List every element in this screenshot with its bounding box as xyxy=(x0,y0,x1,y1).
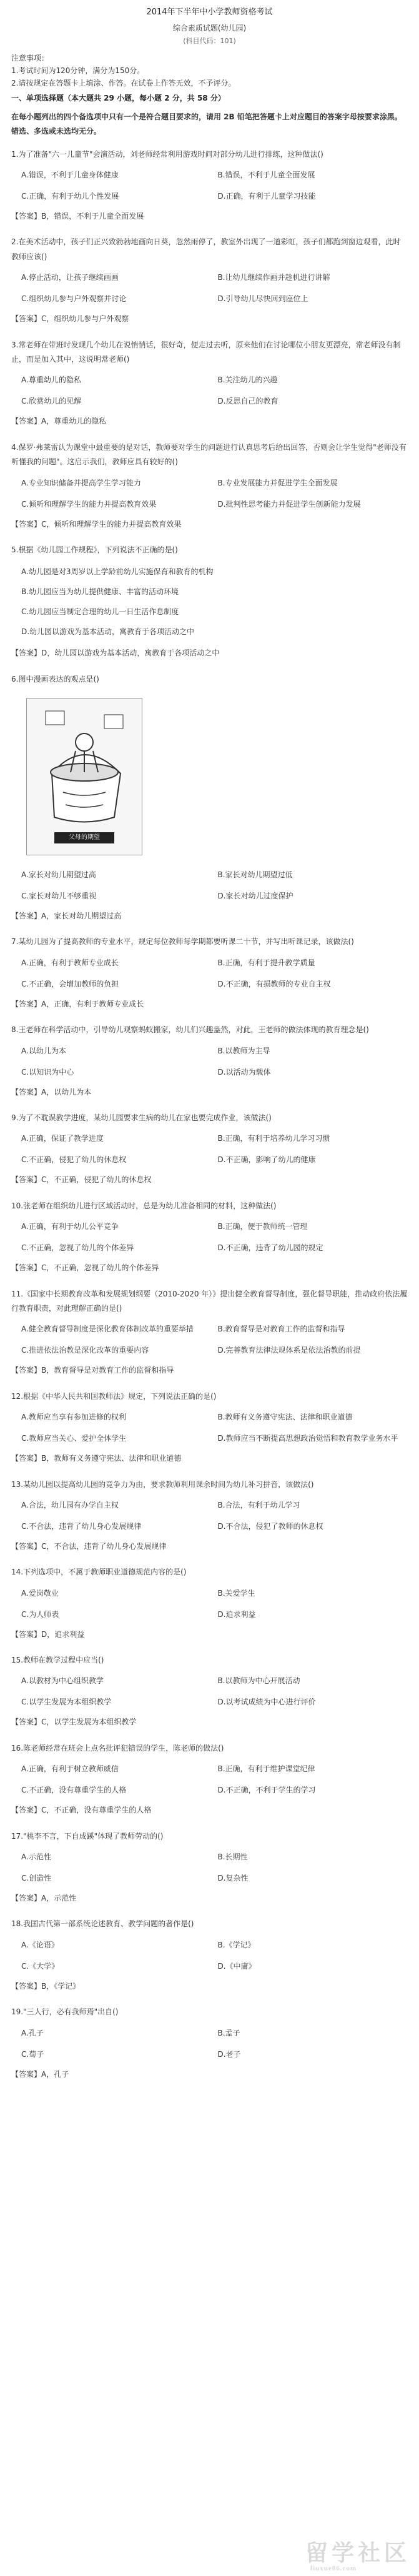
answer-option: A.家长对幼儿期望过高 xyxy=(21,870,96,880)
answer-option: A.以教材为中心组织教学 xyxy=(21,1676,104,1686)
option-grid xyxy=(21,169,408,202)
question-stem: 11.《国家中长期教育改革和发展规划纲要（2010-2020 年）》提出健全教育督导制度，强化督导职能，推动政府依法履行教育职责，对此理解正确的是() xyxy=(11,1289,408,1313)
answer-option: D.《中庸》 xyxy=(217,1961,256,1971)
answer-option: D.正确，有利于儿童学习技能 xyxy=(217,191,316,201)
answer-option: A.爱岗敬业 xyxy=(21,1588,59,1598)
answer-option: A.以幼儿为本 xyxy=(21,1046,66,1055)
answer-option: B.孟子 xyxy=(217,2028,240,2037)
answer-option: B.关注幼儿的兴趣 xyxy=(217,375,278,385)
option-grid xyxy=(21,374,408,407)
question-stem: 5.根据《幼儿园工作规程》，下列说法不正确的是() xyxy=(11,545,178,554)
answer-option: C.欣赏幼儿的见解 xyxy=(21,397,82,406)
question-stem: 19."三人行，必有我师焉"出自() xyxy=(11,2007,119,2017)
answer-key: 【答案】C，倾听和理解学生的能力并提高教育效果 xyxy=(11,519,182,529)
answer-option: C.不正确，会增加教师的负担 xyxy=(21,979,119,988)
question-stem: 9.为了不耽误教学进度，某幼儿园要求生病的幼儿在家也要完成作业，该做法() xyxy=(11,1113,272,1123)
question-stem: 6.图中漫画表达的观点是() xyxy=(11,674,99,684)
question-stem: 3.常老师在带班时发现几个幼儿在说悄悄话，很好奇，便走过去听，原来他们在讨论哪位小朋友更漂亮，常老师没有制止，而是加入其中，这说明常老师() xyxy=(11,340,401,364)
question-stem: 13.某幼儿园以提高幼儿园的竞争力为由，要求教师利用课余时间为幼儿补习拼音，该做法() xyxy=(11,1479,314,1489)
answer-option: D.幼儿园以游戏为基本活动，寓教育于各项活动之中 xyxy=(21,627,195,637)
answer-option: A.正确，有利于教师专业成长 xyxy=(21,958,119,967)
answer-option: A.合法，幼儿园有办学自主权 xyxy=(21,1500,119,1509)
option-grid xyxy=(21,1675,408,1708)
answer-option: D.反思自己的教育 xyxy=(217,397,279,406)
option-grid xyxy=(21,957,408,990)
answer-key: 【答案】C，不合法，违背了幼儿身心发展规律 xyxy=(11,1541,167,1551)
exam-subtitle: 综合素质试题(幼儿园) xyxy=(172,23,247,32)
option-grid xyxy=(21,1588,408,1620)
answer-option: C.《大学》 xyxy=(21,1961,59,1971)
cartoon-figure xyxy=(26,698,142,855)
answer-option: C.创造性 xyxy=(21,1874,52,1883)
answer-option: D.复杂性 xyxy=(217,1874,249,1883)
question-stem: 4.保罗·弗莱雷认为课堂中最重要的是对话，教师要对学生的问题进行认真思考后给出回答，否则会让学生觉得"老师没有听懂我的问题"。这启示我们，教师应具有较好的() xyxy=(11,442,407,467)
answer-option: B.合法，有利于幼儿学习 xyxy=(217,1500,300,1509)
answer-option: C.家长对幼儿不够重视 xyxy=(21,892,97,901)
question-stem: 16.陈老师经常在班会上点名批评犯错误的学生，陈老师的做法() xyxy=(11,1743,224,1753)
answer-option: B.错误，不利于儿童全面发展 xyxy=(217,170,315,179)
answer-option: D.教师应当不断提高思想政治觉悟和教育教学业务水平 xyxy=(217,1434,398,1443)
answer-option: B.以教师为主导 xyxy=(217,1046,270,1055)
answer-option: B.教育督导是对教育工作的监督和指导 xyxy=(217,1325,345,1334)
option-grid xyxy=(21,1939,408,1972)
answer-option: D.追求利益 xyxy=(217,1609,256,1619)
cartoon-drawing xyxy=(27,699,142,855)
answer-option: D.不正确，有损教师的专业自主权 xyxy=(217,979,331,988)
answer-option: D.以活动为载体 xyxy=(217,1067,271,1077)
answer-key: 【答案】B，错误，不利于儿童全面发展 xyxy=(11,211,144,221)
answer-key: 【答案】A，以幼儿为本 xyxy=(11,1087,92,1097)
answer-option: C.幼儿园应当制定合理的幼儿一日生活作息制度 xyxy=(21,607,179,617)
option-grid xyxy=(21,1323,408,1356)
question-stem: 18.我国古代第一部系统论述教育、教学问题的著作是() xyxy=(11,1919,194,1929)
answer-option: B.正确，有利于维护课堂纪律 xyxy=(217,1764,315,1774)
question-stem: 7.某幼儿园为了提高教师的专业水平，规定每位教师每学期都要听课二十节，并写出听课记录，该做法() xyxy=(11,937,354,947)
answer-option: B.关爱学生 xyxy=(217,1588,255,1598)
question-list xyxy=(11,147,408,2082)
answer-option: B.《学记》 xyxy=(217,1940,255,1949)
answer-option: D.不正确，违背了幼儿园的规定 xyxy=(217,1243,323,1253)
answer-option: C.正确，有利于幼儿个性发展 xyxy=(21,191,119,201)
option-grid xyxy=(21,1411,408,1444)
answer-key: 【答案】C，组织幼儿参与户外观察 xyxy=(11,314,129,324)
answer-key: 【答案】B，教师有义务遵守宪法、法律和职业道德 xyxy=(11,1454,182,1463)
answer-option: A.正确，保证了教学进度 xyxy=(21,1134,104,1143)
option-grid xyxy=(21,2027,408,2060)
option-grid xyxy=(21,477,408,510)
option-grid xyxy=(21,1045,408,1078)
answer-option: D.引导幼儿尽快回到座位上 xyxy=(217,294,308,304)
question-stem: 17."桃李不言，下自成蹊"体现了教师劳动的() xyxy=(11,1831,164,1841)
question-stem: 12.根据《中华人民共和国教师法》规定，下列说法正确的是() xyxy=(11,1391,217,1401)
answer-option: C.组织幼儿参与户外观察并讨论 xyxy=(21,294,127,304)
answer-option: B.教师有义务遵守宪法、法律和职业道德 xyxy=(217,1413,353,1422)
answer-option: A.专业知识储备并提高学生学习能力 xyxy=(21,478,141,487)
answer-key: 【答案】B，教育督导是对教育工作的监督和指导 xyxy=(11,1366,174,1375)
answer-option: A.幼儿园是对3周岁以上学龄前幼儿实施保育和教育的机构 xyxy=(21,567,214,577)
option-grid xyxy=(21,1133,408,1165)
option-grid xyxy=(21,1221,408,1253)
answer-option: B.专业发展能力并促进学生全面发展 xyxy=(217,478,338,487)
exam-title: 2014年下半年中小学教师资格考试 xyxy=(146,7,273,17)
section-instruction: 在每小题列出的四个备选项中只有一个是符合题目要求的，请用 2B 铅笔把答题卡上对应题目的答案字母按要求涂黑。错选、多选或未选均无分。 xyxy=(11,112,402,136)
answer-option: C.以知识为中心 xyxy=(21,1067,74,1077)
answer-option: B.以教师为中心开展活动 xyxy=(217,1676,300,1686)
answer-option: D.老子 xyxy=(217,2049,241,2059)
notice-title: 注意事项： xyxy=(11,54,49,62)
answer-option: D.家长对幼儿过度保护 xyxy=(217,892,293,901)
question-stem: 15.教师在教学过程中应当() xyxy=(11,1656,104,1665)
answer-option: D.不正确，影响了幼儿的健康 xyxy=(217,1155,316,1165)
answer-option: C.不正确，忽视了幼儿的个体差异 xyxy=(21,1243,134,1253)
option-grid xyxy=(21,869,408,902)
answer-option: D.批判性思考能力并促进学生创新能力发展 xyxy=(217,499,361,509)
watermark-text: 留学社区 xyxy=(305,2540,410,2565)
answer-option: C.不正确，侵犯了幼儿的休息权 xyxy=(21,1155,127,1165)
watermark-url: liuxue86.com xyxy=(310,2564,357,2572)
answer-option: D.以考试成绩为中心进行评价 xyxy=(217,1698,316,1707)
answer-option: C.荀子 xyxy=(21,2049,44,2059)
answer-option: C.不正确，没有尊重学生的人格 xyxy=(21,1786,127,1795)
answer-option: B.正确，便于教师统一管理 xyxy=(217,1222,308,1231)
answer-option: A.教师应当享有参加进修的权利 xyxy=(21,1413,126,1422)
notice-item: 2.请按规定在答题卡上填涂、作答。在试卷上作答无效，不予评分。 xyxy=(11,79,236,87)
answer-option: C.为人师表 xyxy=(21,1609,59,1619)
answer-option: B.正确，有利于提升教学质量 xyxy=(217,958,315,967)
question-stem: 8.王老师在科学活动中，引导幼儿观察蚂蚁搬家，幼儿们兴趣盎然，对此，王老师的做法体现的教育理念是() xyxy=(11,1025,369,1035)
answer-key: 【答案】A，示范性 xyxy=(11,1894,77,1903)
question-stem: 1.为了准备"六一儿童节"会演活动，刘老师经常利用游戏时间对部分幼儿进行排练，这种做法() xyxy=(11,149,323,159)
option-grid xyxy=(21,1763,408,1796)
answer-option: A.示范性 xyxy=(21,1852,51,1862)
answer-key: 【答案】C，以学生发展为本组织教学 xyxy=(11,1718,137,1727)
option-grid xyxy=(21,1499,408,1532)
answer-key: 【答案】D，幼儿园以游戏为基本活动，寓教育于各项活动之中 xyxy=(11,649,220,658)
answer-key: 【答案】A，家长对幼儿期望过高 xyxy=(11,912,122,921)
answer-option: A.健全教育督导制度是深化教育体制改革的重要举措 xyxy=(21,1325,194,1334)
answer-option: B.让幼儿继续作画并趁机进行讲解 xyxy=(217,273,330,282)
answer-key: 【答案】A，孔子 xyxy=(11,2069,69,2079)
answer-option: C.推进依法治教是深化改革的重要内容 xyxy=(21,1346,149,1355)
section-title: 一、单项选择题（本大题共 29 小题，每小题 2 分，共 58 分） xyxy=(11,94,225,102)
figure-caption: 父母的期望 xyxy=(54,832,114,843)
option-grid xyxy=(21,272,408,304)
answer-option: C.以学生发展为本组织教学 xyxy=(21,1698,112,1707)
answer-option: A.正确，有利于幼儿公平竞争 xyxy=(21,1222,119,1231)
answer-option: A.《论语》 xyxy=(21,1940,59,1949)
answer-option: C.不合法，违背了幼儿身心发展规律 xyxy=(21,1521,142,1531)
answer-key: 【答案】D，追求利益 xyxy=(11,1629,85,1639)
question-stem: 2.在美术活动中，孩子们正兴致勃勃地画向日葵，忽然雨停了，教室外出现了一道彩虹，孩子们都跑到窗边观看，此时教师应该() xyxy=(11,237,401,261)
answer-option: C.教师应当关心、爱护全体学生 xyxy=(21,1434,127,1443)
answer-option: A.孔子 xyxy=(21,2028,44,2037)
notice-item: 1.考试时间为120分钟，满分为150分。 xyxy=(11,66,145,75)
answer-option: D.完善教育法律法规体系是依法治教的前提 xyxy=(217,1346,361,1355)
answer-key: 【答案】C，不正确，没有尊重学生的人格 xyxy=(11,1806,152,1815)
question-stem: 14.下列选项中，不属于教师职业道德规范内容的是() xyxy=(11,1568,187,1577)
watermark-logo xyxy=(305,2536,410,2570)
answer-option: C.倾听和理解学生的能力并提高教育效果 xyxy=(21,499,157,509)
answer-option: B.正确，有利于培养幼儿学习习惯 xyxy=(217,1134,330,1143)
answer-option: B.幼儿园应当为幼儿提供健康、丰富的活动环境 xyxy=(21,587,179,597)
answer-option: A.停止活动，让孩子继续画画 xyxy=(21,273,119,282)
answer-option: B.长期性 xyxy=(217,1852,248,1862)
answer-key: 【答案】C，不正确，侵犯了幼儿的休息权 xyxy=(11,1175,152,1185)
answer-key: 【答案】A，正确，有利于教师专业成长 xyxy=(11,999,144,1008)
answer-option: A.尊重幼儿的隐私 xyxy=(21,375,81,385)
subject-code: (科目代码：101) xyxy=(183,36,236,45)
option-grid xyxy=(21,1851,408,1884)
answer-option: D.不正确，不利于学生的学习 xyxy=(217,1786,316,1795)
question-stem: 10.张老师在组织幼儿进行区域活动时，总是为幼儿准备相同的材料，这种做法() xyxy=(11,1201,277,1210)
answer-option: B.家长对幼儿期望过低 xyxy=(217,870,293,880)
answer-key: 【答案】B，《学记》 xyxy=(11,1981,81,1991)
answer-option: D.不合法，侵犯了教师的休息权 xyxy=(217,1521,323,1531)
answer-option: A.正确，有利于树立教师威信 xyxy=(21,1764,119,1774)
answer-option: A.错误，不利于儿童身体健康 xyxy=(21,170,119,179)
answer-key: 【答案】A，尊重幼儿的隐私 xyxy=(11,417,107,426)
answer-key: 【答案】C，不正确，忽视了幼儿的个体差异 xyxy=(11,1263,159,1273)
